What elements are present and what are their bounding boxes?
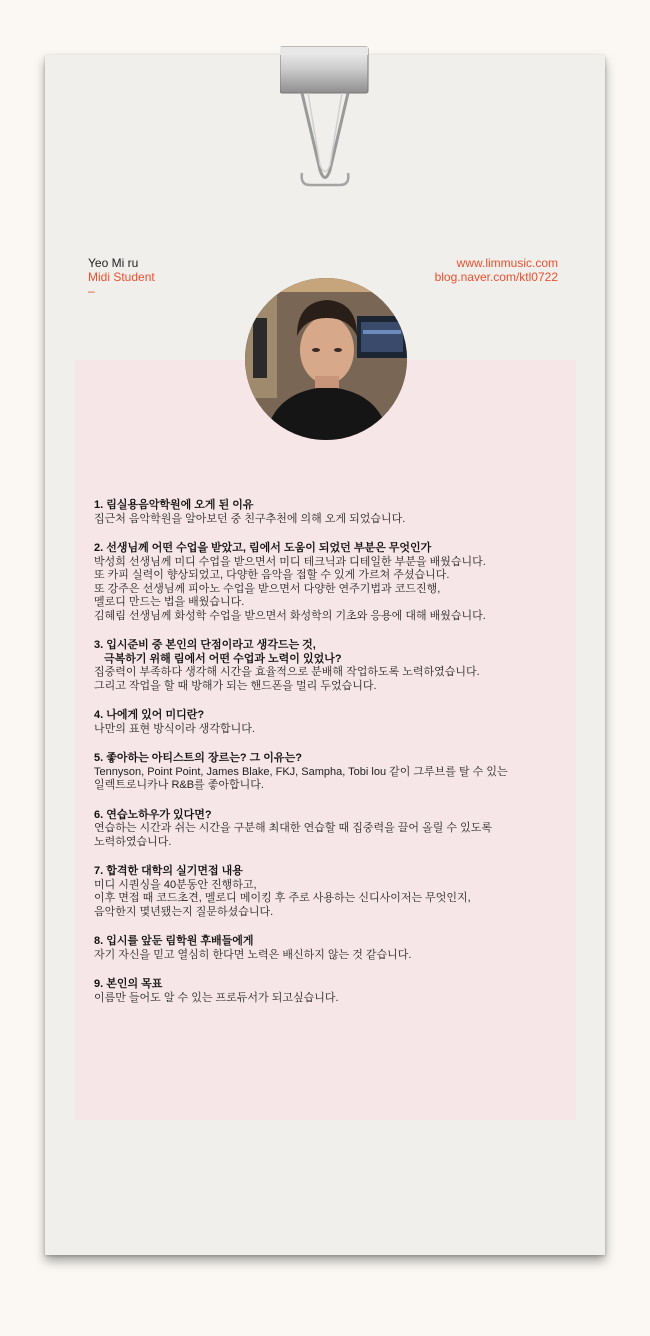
answer-line: 박성희 선생님께 미디 수업을 받으면서 미디 테크닉과 디테일한 부분을 배웠습니다.: [94, 555, 486, 568]
answer-line: 연습하는 시간과 쉬는 시간을 구분해 최대한 연습할 때 집중력을 끌어 올릴 수 있도록: [94, 822, 492, 834]
question-line: 5. 좋아하는 아티스트의 장르는? 그 이유는?: [94, 752, 302, 764]
answer-line: 집중력이 부족하다 생각해 시간을 효율적으로 분배해 작업하도록 노력하였습니다.: [94, 666, 480, 678]
qa-answer: [94, 879, 564, 920]
website-link[interactable]: www.limmusic.com: [456, 256, 558, 270]
answer-line: 멜로디 만드는 법을 배웠습니다.: [94, 596, 245, 608]
profile-block: [88, 256, 155, 298]
qa-question: [94, 709, 564, 723]
question-line: 8. 입시를 앞둔 림학원 후배들에게: [94, 935, 254, 947]
student-name: Yeo Mi ru: [88, 256, 139, 270]
qa-list: [94, 499, 564, 1021]
answer-line: 미디 시퀀싱을 40분동안 진행하고,: [94, 878, 257, 891]
student-photo: [245, 278, 407, 440]
answer-line: 이름만 들어도 알 수 있는 프로듀서가 되고싶습니다.: [94, 991, 339, 1004]
qa-question: [94, 639, 564, 666]
qa-answer: [94, 556, 564, 624]
question-line: 4. 나에게 있어 미디란?: [94, 709, 205, 721]
binder-clip-icon: [280, 45, 370, 190]
qa-answer: [94, 949, 564, 963]
answer-line: 집근처 음악학원을 알아보던 중 친구추천에 의해 오게 되었습니다.: [94, 512, 406, 525]
qa-answer: [94, 513, 564, 527]
qa-answer: [94, 822, 564, 849]
question-line: 3. 입시준비 중 본인의 단점이라고 생각드는 것,: [94, 639, 316, 651]
qa-question: [94, 542, 564, 556]
answer-line: 일렉트로니카나 R&B를 좋아합니다.: [94, 779, 264, 791]
qa-question: [94, 499, 564, 513]
answer-line: 이후 면접 때 코드초견, 멜로디 메이킹 후 주로 사용하는 신디사이저는 무엇인지,: [94, 892, 471, 904]
question-line: 9. 본인의 목표: [94, 978, 163, 990]
qa-answer: [94, 992, 564, 1006]
question-line: 2. 선생님께 어떤 수업을 받았고, 림에서 도움이 되었던 부분은 무엇인가: [94, 542, 432, 554]
answer-line: 자기 자신을 믿고 열심히 한다면 노력은 배신하지 않는 것 같습니다.: [94, 948, 412, 961]
qa-item: [94, 978, 564, 1005]
answer-line: Tennyson, Point Point, James Blake, FKJ, Sampha, Tobi lou 같이 그루브를 탈 수 있는: [94, 765, 508, 778]
qa-item: [94, 935, 564, 962]
student-role: Midi Student: [88, 270, 155, 284]
answer-line: 그리고 작업을 할 때 방해가 되는 핸드폰을 멀리 두었습니다.: [94, 679, 377, 692]
qa-item: [94, 639, 564, 693]
portrait-image: [245, 278, 407, 440]
qa-item: [94, 809, 564, 850]
question-line: 6. 연습노하우가 있다면?: [94, 808, 212, 821]
answer-line: 또 강주은 선생님께 피아노 수업을 받으면서 다양한 연주기법과 코드진행,: [94, 582, 441, 595]
answer-line: 음악한지 몇년됐는지 질문하셨습니다.: [94, 905, 274, 918]
qa-question: [94, 935, 564, 949]
qa-item: [94, 865, 564, 919]
qa-question: [94, 978, 564, 992]
contact-links: [435, 256, 558, 284]
qa-question: [94, 752, 564, 766]
blog-link[interactable]: blog.naver.com/ktl0722: [434, 270, 558, 284]
role-dash: –: [88, 284, 95, 298]
question-line: 1. 림실용음악학원에 오게 된 이유: [94, 499, 254, 511]
answer-line: 또 카피 실력이 향상되었고, 다양한 음악을 접할 수 있게 가르쳐 주셨습니다.: [94, 569, 450, 581]
qa-question: [94, 865, 564, 879]
qa-item: [94, 752, 564, 793]
qa-answer: [94, 666, 564, 693]
answer-line: 노력하였습니다.: [94, 835, 172, 848]
qa-answer: [94, 723, 564, 737]
answer-line: 나만의 표현 방식이라 생각합니다.: [94, 722, 255, 735]
qa-item: [94, 709, 564, 736]
question-line: 7. 합격한 대학의 실기면접 내용: [94, 865, 243, 877]
qa-question: [94, 809, 564, 823]
answer-line: 김혜림 선생님께 화성학 수업을 받으면서 화성학의 기초와 응용에 대해 배웠습니다.: [94, 609, 486, 622]
question-line: 극복하기 위해 림에서 어떤 수업과 노력이 있었나?: [104, 652, 342, 665]
qa-item: [94, 499, 564, 526]
qa-answer: [94, 766, 564, 793]
qa-item: [94, 542, 564, 623]
